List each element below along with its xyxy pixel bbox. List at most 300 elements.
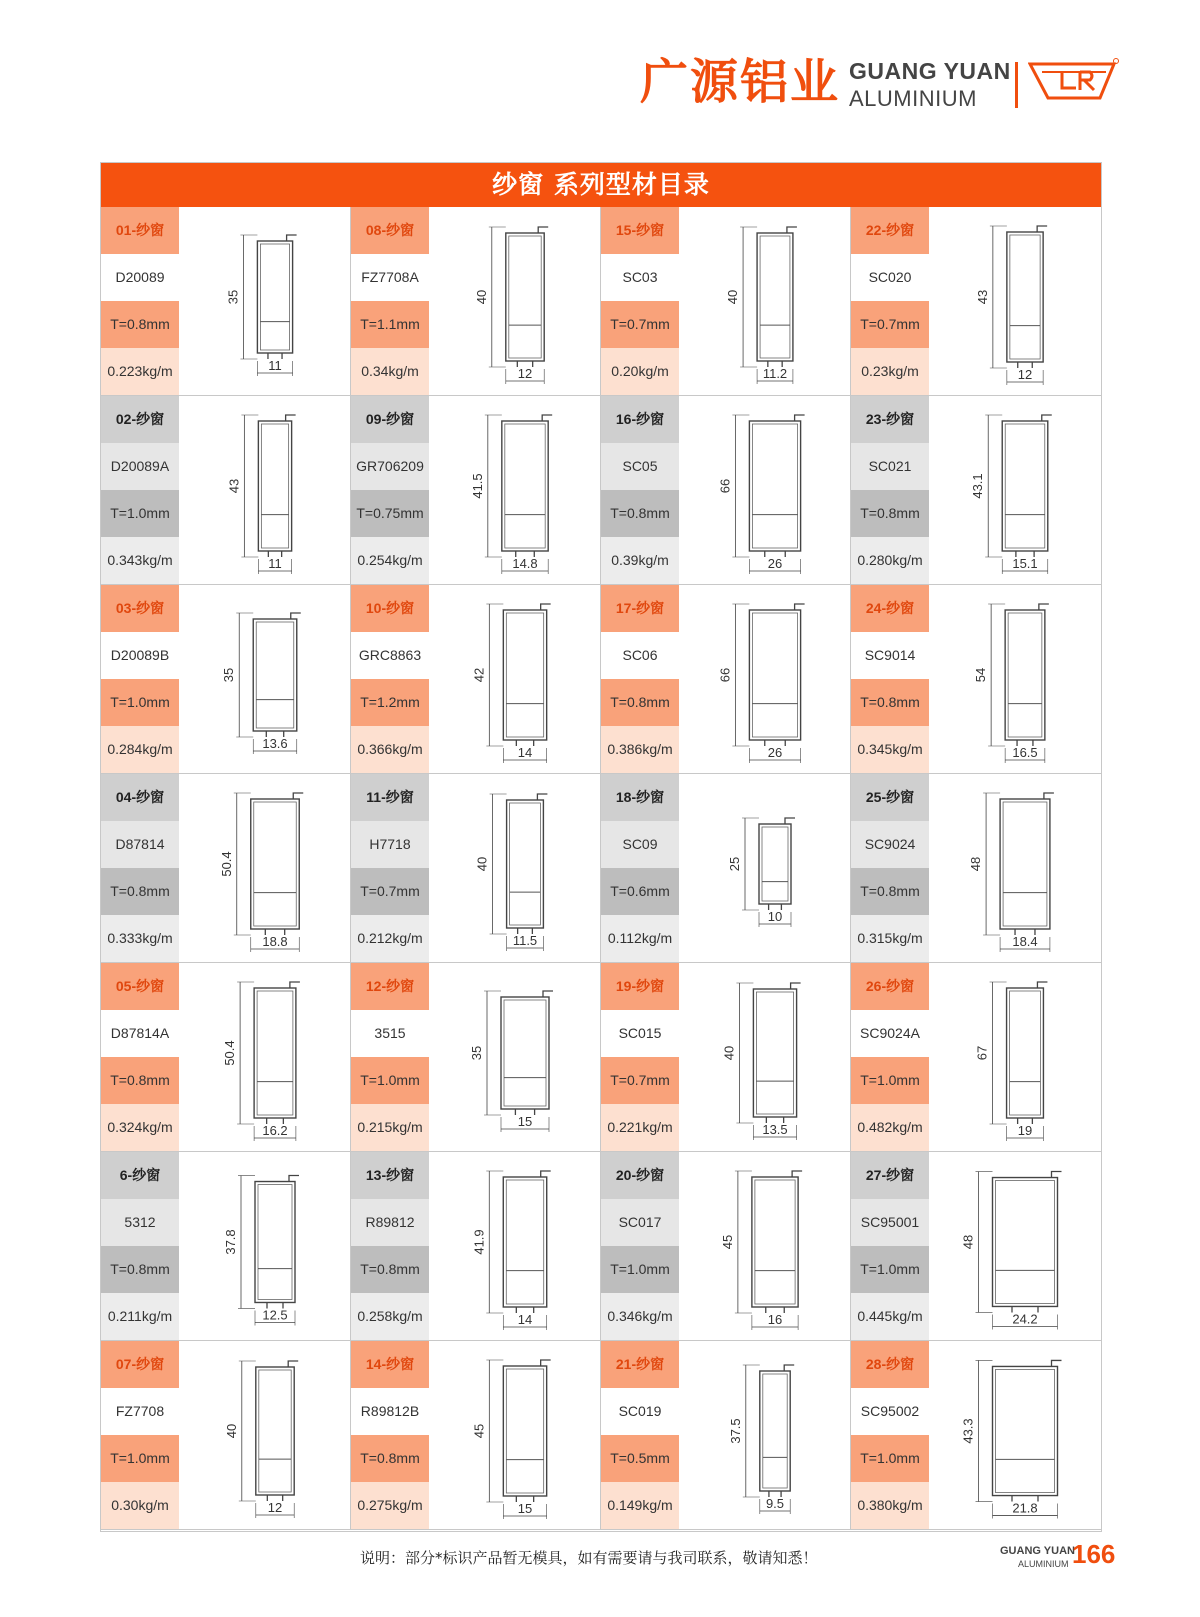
profile-weight: 0.211kg/m (101, 1293, 179, 1340)
profile-weight: 0.212kg/m (351, 915, 429, 962)
profile-info (351, 396, 429, 584)
height-dimension-label: 40 (721, 1045, 737, 1061)
profile-number: 22-纱窗 (851, 207, 929, 254)
profile-model: SC017 (601, 1199, 679, 1246)
profile-thickness: T=1.0mm (851, 1246, 929, 1293)
profile-number: 05-纱窗 (101, 963, 179, 1010)
profile-thickness: T=0.7mm (601, 301, 679, 348)
profile-number: 10-纱窗 (351, 585, 429, 632)
profile-number: 19-纱窗 (601, 963, 679, 1010)
profile-thickness: T=1.0mm (351, 1057, 429, 1104)
profile-drawing (431, 963, 599, 1151)
height-dimension-label: 42 (471, 667, 487, 683)
profile-thickness: T=0.8mm (101, 1057, 179, 1104)
height-dimension-label: 45 (719, 1234, 735, 1250)
profile-outline (757, 233, 793, 361)
profile-inner-wall (256, 622, 294, 728)
profile-info (851, 963, 929, 1151)
profile-card (351, 396, 601, 585)
profile-model: GRC8863 (351, 632, 429, 679)
profile-thickness: T=1.0mm (601, 1246, 679, 1293)
profile-hook (1037, 226, 1047, 232)
profile-drawing (181, 1341, 349, 1529)
profile-number: 02-纱窗 (101, 396, 179, 443)
profile-model: SC03 (601, 254, 679, 301)
profile-thickness: T=1.0mm (851, 1057, 929, 1104)
profile-number: 03-纱窗 (101, 585, 179, 632)
profile-inner-wall (261, 424, 288, 548)
profile-hook (541, 1360, 551, 1366)
profile-thickness: T=0.8mm (351, 1246, 429, 1293)
profile-drawing (931, 1341, 1099, 1529)
profile-inner-wall (760, 236, 790, 358)
profile-hook (1037, 982, 1047, 988)
profile-number: 13-纱窗 (351, 1152, 429, 1199)
width-dimension-label: 16.2 (262, 1123, 288, 1138)
profile-thickness: T=0.5mm (601, 1435, 679, 1482)
profile-drawing (681, 396, 849, 584)
profile-cross-section-drawing (931, 1152, 1099, 1340)
profile-info (851, 774, 929, 962)
footer-brand-sub: ALUMINIUM (1018, 1559, 1069, 1569)
profile-inner-wall (257, 991, 293, 1115)
profile-outline (993, 1178, 1058, 1307)
profile-hook (537, 794, 547, 800)
profile-model: SC09 (601, 821, 679, 868)
height-dimension-label: 43.3 (960, 1418, 976, 1444)
height-dimension-label: 37.8 (223, 1229, 238, 1255)
profile-outline (993, 1366, 1058, 1495)
profile-drawing (931, 207, 1099, 395)
profile-outline (759, 824, 791, 904)
profile-cross-section-drawing (431, 396, 599, 584)
profile-model: 3515 (351, 1010, 429, 1057)
profile-outline (255, 1182, 295, 1303)
profile-hook (286, 415, 296, 421)
profile-cross-section-drawing (681, 585, 849, 773)
width-dimension-label: 26 (767, 745, 783, 760)
profile-hook (287, 235, 297, 241)
height-dimension-label: 40 (474, 856, 490, 872)
profile-number: 16-纱窗 (601, 396, 679, 443)
profile-cross-section-drawing (181, 1341, 349, 1529)
profile-weight: 0.112kg/m (601, 915, 679, 962)
profile-info (101, 1341, 179, 1529)
profile-inner-wall (506, 1369, 543, 1493)
profile-model: D20089B (101, 632, 179, 679)
profile-hook (289, 1176, 299, 1182)
profile-model: SC9024A (851, 1010, 929, 1057)
profile-hook (787, 227, 797, 233)
profile-drawing (681, 1341, 849, 1529)
width-dimension-label: 11.5 (512, 933, 538, 948)
profile-inner-wall (509, 236, 541, 358)
height-dimension-label: 43.1 (970, 473, 986, 499)
profile-weight: 0.23kg/m (851, 348, 929, 395)
height-dimension-label: 40 (725, 289, 741, 305)
profile-drawing (681, 1152, 849, 1340)
width-dimension-label: 19 (1017, 1123, 1033, 1138)
profile-inner-wall (752, 613, 797, 737)
profile-thickness: T=1.0mm (851, 1435, 929, 1482)
profile-card (101, 1152, 351, 1341)
profile-outline (506, 233, 544, 361)
profile-inner-wall (259, 1370, 291, 1492)
profile-weight: 0.345kg/m (851, 726, 929, 773)
profile-number: 15-纱窗 (601, 207, 679, 254)
profile-weight: 0.30kg/m (101, 1482, 179, 1529)
height-dimension-label: 35 (221, 667, 237, 683)
profile-outline (749, 610, 800, 740)
profile-cross-section-drawing (181, 1152, 349, 1340)
profile-outline (1002, 421, 1048, 551)
profile-weight: 0.445kg/m (851, 1293, 929, 1340)
profile-card (601, 774, 851, 963)
profile-card (351, 585, 601, 774)
profile-weight: 0.39kg/m (601, 537, 679, 584)
profile-info (601, 1341, 679, 1529)
profile-model: R89812 (351, 1199, 429, 1246)
profile-number: 01-纱窗 (101, 207, 179, 254)
profile-weight: 0.34kg/m (351, 348, 429, 395)
profile-model: 5312 (101, 1199, 179, 1246)
profile-thickness: T=0.8mm (101, 868, 179, 915)
profile-cross-section-drawing (931, 585, 1099, 773)
profile-number: 12-纱窗 (351, 963, 429, 1010)
profile-model: D87814A (101, 1010, 179, 1057)
profile-card (351, 207, 601, 396)
profile-thickness: T=0.7mm (351, 868, 429, 915)
profile-drawing (931, 1152, 1099, 1340)
width-dimension-label: 12 (1017, 367, 1033, 382)
profile-weight: 0.215kg/m (351, 1104, 429, 1151)
profile-outline (1007, 232, 1043, 362)
profile-cross-section-drawing (931, 396, 1099, 584)
profile-model: FZ7708 (101, 1388, 179, 1435)
profile-thickness: T=0.6mm (601, 868, 679, 915)
profile-number: 18-纱窗 (601, 774, 679, 821)
brand-divider (1015, 62, 1018, 108)
profile-outline (254, 988, 296, 1118)
profile-drawing (431, 1152, 599, 1340)
profile-inner-wall (996, 1181, 1055, 1304)
profile-outline (752, 1177, 798, 1307)
profile-weight: 0.149kg/m (601, 1482, 679, 1529)
height-dimension-label: 45 (471, 1423, 487, 1439)
width-dimension-label: 13.5 (762, 1122, 788, 1137)
height-dimension-label: 35 (469, 1045, 484, 1061)
page-header (0, 0, 1200, 150)
profile-drawing (431, 207, 599, 395)
footer-note: 说明：部分*标识产品暂无模具，如有需要请与我司联系，敬请知悉！ (360, 1549, 818, 1567)
profile-weight: 0.482kg/m (851, 1104, 929, 1151)
profile-info (851, 207, 929, 395)
profile-number: 04-纱窗 (101, 774, 179, 821)
profile-info (351, 1341, 429, 1529)
profile-card (101, 207, 351, 396)
profile-model: D20089A (101, 443, 179, 490)
profile-card (851, 774, 1101, 963)
profile-info (351, 207, 429, 395)
profile-hook (795, 604, 805, 610)
height-dimension-label: 40 (223, 1423, 239, 1439)
profile-weight: 0.275kg/m (351, 1482, 429, 1529)
profile-thickness: T=0.8mm (351, 1435, 429, 1482)
profile-inner-wall (1003, 802, 1047, 926)
profile-cross-section-drawing (681, 1152, 849, 1340)
profile-outline (1005, 610, 1045, 740)
profile-model: D20089 (101, 254, 179, 301)
profile-weight: 0.333kg/m (101, 915, 179, 962)
profile-drawing (181, 585, 349, 773)
page-number: 166 (1072, 1539, 1116, 1569)
height-dimension-label: 41.9 (471, 1229, 487, 1255)
profile-model: FZ7708A (351, 254, 429, 301)
profile-thickness: T=0.8mm (601, 679, 679, 726)
profile-thickness: T=1.0mm (101, 1435, 179, 1482)
height-dimension-label: 25 (727, 856, 742, 872)
profile-thickness: T=1.0mm (101, 490, 179, 537)
profile-info (101, 774, 179, 962)
profile-card (851, 207, 1101, 396)
profile-drawing (681, 207, 849, 395)
profile-model: R89812B (351, 1388, 429, 1435)
height-dimension-label: 43 (226, 478, 242, 494)
profile-model: SC9024 (851, 821, 929, 868)
profile-model: SC9014 (851, 632, 929, 679)
profile-catalog (100, 162, 1102, 1532)
profile-model: SC95001 (851, 1199, 929, 1246)
profile-drawing (681, 774, 849, 962)
gy-logo-icon (1028, 58, 1120, 102)
profile-hook (1042, 415, 1052, 421)
profile-drawing (181, 207, 349, 395)
profile-grid (101, 207, 1101, 1531)
profile-card (351, 963, 601, 1152)
profile-drawing (431, 585, 599, 773)
profile-card (851, 963, 1101, 1152)
profile-inner-wall (505, 424, 545, 548)
width-dimension-label: 11 (268, 358, 282, 373)
width-dimension-label: 16.5 (1012, 745, 1038, 760)
profile-card (601, 585, 851, 774)
profile-number: 26-纱窗 (851, 963, 929, 1010)
profile-number: 6-纱窗 (101, 1152, 179, 1199)
profile-thickness: T=1.1mm (351, 301, 429, 348)
profile-card (351, 1341, 601, 1530)
profile-cross-section-drawing (931, 774, 1099, 962)
profile-number: 17-纱窗 (601, 585, 679, 632)
profile-card (851, 1152, 1101, 1341)
profile-cross-section-drawing (931, 1341, 1099, 1529)
profile-thickness: T=0.8mm (101, 301, 179, 348)
height-dimension-label: 50.4 (218, 851, 234, 877)
width-dimension-label: 21.8 (1012, 1500, 1038, 1516)
width-dimension-label: 16 (767, 1312, 783, 1327)
profile-hook (541, 1171, 551, 1177)
profile-inner-wall (762, 827, 788, 901)
profile-info (601, 585, 679, 773)
profile-model: SC019 (601, 1388, 679, 1435)
profile-outline (503, 1177, 546, 1307)
profile-card (851, 396, 1101, 585)
profile-card (101, 1341, 351, 1530)
profile-inner-wall (506, 1180, 543, 1304)
profile-outline (503, 610, 546, 740)
profile-number: 21-纱窗 (601, 1341, 679, 1388)
profile-hook (1052, 1172, 1062, 1178)
profile-drawing (431, 396, 599, 584)
profile-thickness: T=0.75mm (351, 490, 429, 537)
profile-cross-section-drawing (431, 1341, 599, 1529)
profile-model: SC020 (851, 254, 929, 301)
profile-inner-wall (996, 1369, 1055, 1492)
profile-hook (538, 227, 548, 233)
profile-info (601, 1152, 679, 1340)
profile-info (351, 585, 429, 773)
profile-outline (502, 421, 548, 551)
profile-card (601, 207, 851, 396)
profile-cross-section-drawing (681, 207, 849, 395)
profile-hook (1044, 793, 1054, 799)
profile-weight: 0.324kg/m (101, 1104, 179, 1151)
profile-drawing (181, 396, 349, 584)
profile-card (601, 1152, 851, 1341)
profile-cross-section-drawing (181, 585, 349, 773)
profile-hook (543, 991, 553, 997)
width-dimension-label: 14 (517, 745, 533, 760)
profile-model: GR706209 (351, 443, 429, 490)
profile-inner-wall (755, 1180, 795, 1304)
width-dimension-label: 12.5 (262, 1307, 288, 1323)
profile-model: H7718 (351, 821, 429, 868)
profile-thickness: T=1.0mm (101, 679, 179, 726)
profile-cross-section-drawing (431, 1152, 599, 1340)
profile-drawing (181, 1152, 349, 1340)
profile-info (601, 774, 679, 962)
brand-name-en-sub: ALUMINIUM (849, 86, 977, 111)
profile-hook (792, 1171, 802, 1177)
profile-number: 14-纱窗 (351, 1341, 429, 1388)
profile-cross-section-drawing (931, 963, 1099, 1151)
profile-drawing (931, 774, 1099, 962)
profile-inner-wall (258, 1185, 292, 1300)
profile-inner-wall (1005, 424, 1045, 548)
profile-card (101, 774, 351, 963)
profile-inner-wall (752, 424, 797, 548)
profile-hook (542, 415, 552, 421)
profile-thickness: T=0.8mm (851, 490, 929, 537)
profile-info (851, 585, 929, 773)
profile-weight: 0.280kg/m (851, 537, 929, 584)
profile-hook (785, 818, 795, 824)
height-dimension-label: 66 (717, 478, 733, 494)
profile-outline (760, 1371, 790, 1491)
profile-cross-section-drawing (681, 963, 849, 1151)
profile-model: SC95002 (851, 1388, 929, 1435)
width-dimension-label: 24.2 (1012, 1311, 1038, 1327)
height-dimension-label: 66 (717, 667, 733, 683)
profile-outline (256, 1367, 294, 1495)
profile-cross-section-drawing (181, 963, 349, 1151)
profile-weight: 0.343kg/m (101, 537, 179, 584)
profile-cross-section-drawing (681, 396, 849, 584)
width-dimension-label: 15 (517, 1114, 533, 1129)
width-dimension-label: 15 (517, 1501, 533, 1516)
profile-outline (1007, 988, 1044, 1118)
profile-info (601, 396, 679, 584)
profile-model: SC06 (601, 632, 679, 679)
width-dimension-label: 18.4 (1012, 934, 1038, 949)
profile-cross-section-drawing (681, 774, 849, 962)
profile-card (101, 585, 351, 774)
width-dimension-label: 12 (517, 366, 533, 381)
profile-number: 27-纱窗 (851, 1152, 929, 1199)
profile-drawing (681, 585, 849, 773)
width-dimension-label: 14 (517, 1312, 533, 1327)
width-dimension-label: 9.5 (765, 1496, 785, 1511)
profile-drawing (431, 1341, 599, 1529)
profile-outline (257, 241, 292, 353)
profile-hook (288, 1361, 298, 1367)
profile-drawing (931, 585, 1099, 773)
profile-info (351, 963, 429, 1151)
profile-inner-wall (1010, 235, 1040, 359)
profile-outline (1000, 799, 1050, 929)
profile-hook (1039, 604, 1049, 610)
height-dimension-label: 50.4 (222, 1040, 238, 1066)
profile-cross-section-drawing (431, 585, 599, 773)
width-dimension-label: 13.6 (262, 736, 288, 751)
profile-weight: 0.366kg/m (351, 726, 429, 773)
profile-info (601, 207, 679, 395)
profile-weight: 0.346kg/m (601, 1293, 679, 1340)
width-dimension-label: 12 (267, 1500, 283, 1515)
profile-outline (501, 997, 549, 1109)
profile-thickness: T=0.7mm (601, 1057, 679, 1104)
profile-card (101, 963, 351, 1152)
profile-number: 23-纱窗 (851, 396, 929, 443)
profile-weight: 0.258kg/m (351, 1293, 429, 1340)
height-dimension-label: 37.5 (727, 1418, 743, 1444)
profile-thickness: T=0.7mm (851, 301, 929, 348)
profile-info (101, 207, 179, 395)
profile-info (851, 1152, 929, 1340)
profile-thickness: T=0.8mm (101, 1246, 179, 1293)
profile-inner-wall (763, 1374, 787, 1488)
height-dimension-label: 40 (473, 289, 489, 305)
profile-hook (541, 604, 551, 610)
profile-cross-section-drawing (181, 396, 349, 584)
profile-info (101, 396, 179, 584)
profile-inner-wall (1010, 991, 1041, 1115)
profile-drawing (931, 396, 1099, 584)
profile-drawing (681, 963, 849, 1151)
profile-weight: 0.315kg/m (851, 915, 929, 962)
profile-hook (290, 982, 300, 988)
profile-model: SC05 (601, 443, 679, 490)
height-dimension-label: 67 (974, 1045, 990, 1061)
profile-inner-wall (506, 613, 543, 737)
height-dimension-label: 54 (973, 667, 989, 683)
width-dimension-label: 15.1 (1012, 556, 1038, 571)
profile-hook (1052, 1360, 1062, 1366)
profile-cross-section-drawing (181, 774, 349, 962)
profile-number: 28-纱窗 (851, 1341, 929, 1388)
profile-number: 09-纱窗 (351, 396, 429, 443)
profile-model: SC015 (601, 1010, 679, 1057)
profile-inner-wall (254, 802, 296, 926)
